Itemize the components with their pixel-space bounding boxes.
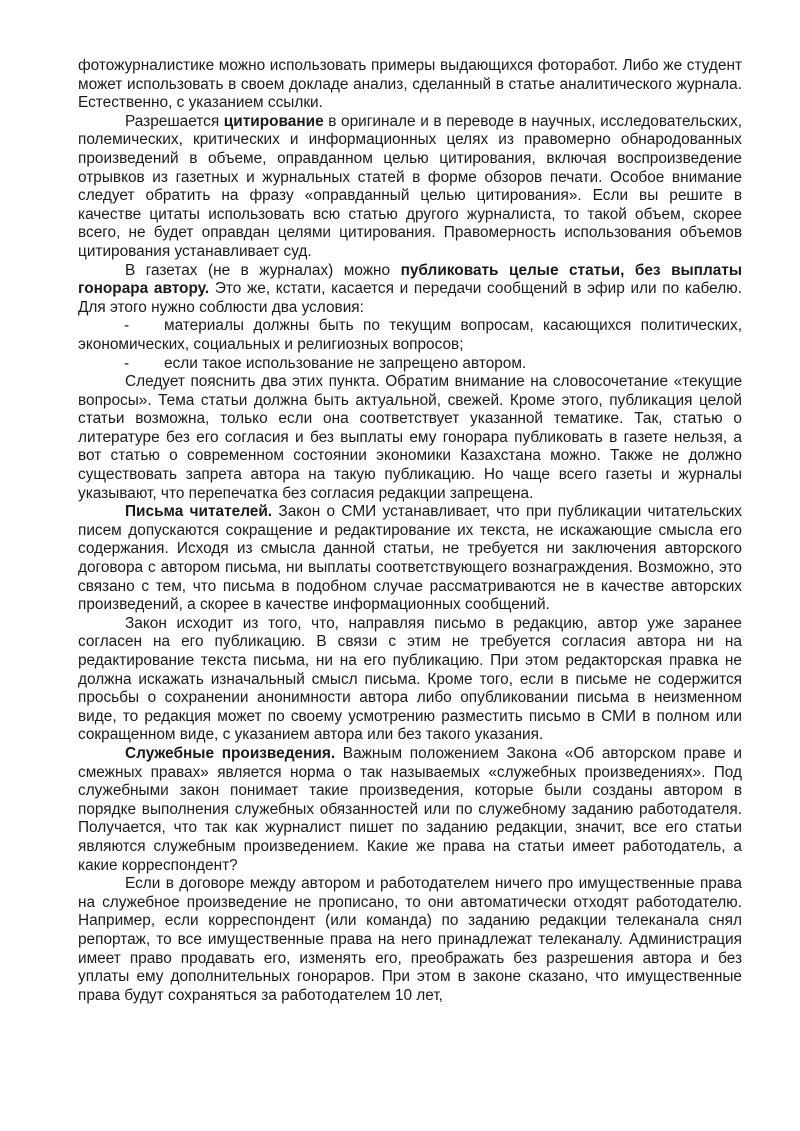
paragraph-text: Если в договоре между автором и работодателем ничего про имущественные права на служебное произведение не прописано, то они автоматически отходят работодателю. Например, если корреспондент (или команда) по заданию редакции телеканала снял репортаж, то все имущественные права на него принадлежат телеканалу. Администрация имеет право продавать его, изменять его, преображать без разрешения автора и без уплаты ему дополнительных гонораров. При этом в законе сказано, что имущественные права будут сохраняться за работодателем 10 лет,	[78, 875, 742, 1004]
paragraph-text: фотожурналистике можно использовать примеры выдающихся фоторабот. Либо же студент может использовать в своем докладе анализ, сделанный в статье аналитического журнала. Естественно, с указанием ссылки.	[78, 57, 742, 112]
paragraph-work-for-hire	[78, 745, 742, 875]
document-page	[78, 57, 742, 1005]
list-item	[78, 355, 742, 374]
paragraph-property-rights	[78, 875, 742, 1005]
paragraph-lead: Разрешается	[125, 112, 224, 130]
paragraph-text: Следует пояснить два этих пункта. Обратим внимание на словосочетание «текущие вопросы». Тема статьи должна быть актуальной, свежей. Кроме этого, публикация целой статьи возможна, только если она соответствует указанной тематике. Так, статью о литературе без его согласия и без выплаты ему гонорара публиковать в газете нельзя, а вот статью о современном состоянии экономики Казахстана можно. Также не должно существовать запрета автора на такую публикацию. Но чаще всего газеты и журналы указывают, что перепечатка без согласия редакции запрещена.	[78, 373, 742, 502]
paragraph-explanation	[78, 373, 742, 503]
list-item-text: материалы должны быть по текущим вопросам, касающихся политических, экономических, социальных и религиозных вопросов;	[78, 317, 742, 353]
list-item	[78, 317, 742, 354]
paragraph-continuation	[78, 57, 742, 113]
list-dash: -	[124, 317, 130, 335]
list-item-text: если такое использование не запрещено автором.	[164, 354, 527, 372]
paragraph-newspapers	[78, 262, 742, 318]
paragraph-bold-term: Письма читателей.	[125, 503, 273, 521]
paragraph-text: Это же, кстати, касается и передачи сообщений в эфир или по кабелю. Для этого нужно соблюсти два условия:	[78, 280, 742, 316]
paragraph-text: Закон исходит из того, что, направляя письмо в редакцию, автор уже заранее согласен на его публикацию. В связи с этим не требуется согласия автора ни на редактирование текста письма, ни на его публикацию. При этом редакторская правка не должна искажать изначальный смысл письма. Кроме того, если в письме не содержится просьбы о сохранении анонимности автора либо опубликовании письма в неизменном виде, то редакция может по своему усмотрению разместить письмо в СМИ в полном или сокращенном виде, с указанием автора или без такого указания.	[78, 614, 742, 744]
paragraph-bold-term: Служебные произведения.	[125, 744, 336, 762]
list-dash: -	[124, 354, 130, 372]
paragraph-text: в оригинале и в переводе в научных, исследовательских, полемических, критических и информационных целях из правомерно обнародованных произведений в объеме, оправданном целью цитирования, включая воспроизведение отрывков из газетных и журнальных статей в форме обзоров печати. Особое внимание следует обратить на фразу «оправданный целью цитирования». Если вы решите в качестве цитаты использовать всю статью другого журналиста, то такой объем, скорее всего, не будет оправдан целями цитирования. Правомерность использования объемов цитирования устанавливает суд.	[78, 112, 742, 260]
paragraph-text: Закон о СМИ устанавливает, что при публикации читательских писем допускаются сокращение и редактирование их текста, не искажающие смысла его содержания. Исходя из смысла данной статьи, не требуется ни заключения авторского договора с автором письма, ни выплаты соответствующего вознаграждения. Возможно, это связано с тем, что письма в подобном случае рассматриваются не в качестве авторских произведений, а скорее в качестве информационных сообщений.	[78, 503, 742, 614]
paragraph-text: Важным положением Закона «Об авторском праве и смежных правах» является норма о так называемых «служебных произведениях». Под служебными закон понимает такие произведения, которые были созданы автором в порядке выполнения служебных обязанностей или по служебному заданию работодателя. Получается, что так как журналист пишет по заданию редакции, значит, все его статьи являются служебным произведением. Какие же права на статьи имеет работодатель, а какие корреспондент?	[78, 744, 742, 874]
paragraph-law	[78, 615, 742, 745]
paragraph-bold-term: цитирование	[223, 112, 324, 130]
paragraph-lead: В газетах (не в журналах) можно	[125, 261, 401, 279]
paragraph-bold-term: публиковать целые статьи, без выплаты гонорара автору.	[78, 261, 742, 298]
paragraph-reader-letters	[78, 503, 742, 615]
paragraph-citation	[78, 113, 742, 262]
